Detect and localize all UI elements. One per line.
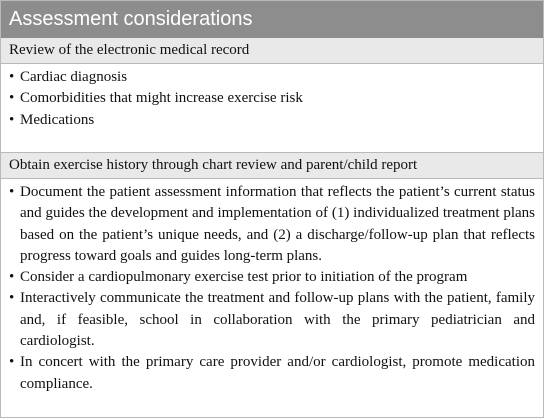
exercise-history-list [9, 182, 535, 395]
section-header-exercise-history: Obtain exercise history through chart review and parent/child report [1, 152, 543, 179]
list-item: • Comorbidities that might increase exercise risk [9, 88, 535, 109]
list-item: • Cardiac diagnosis [9, 67, 535, 88]
section-header-emr: Review of the electronic medical record [1, 38, 543, 64]
section-body-exercise-history [1, 179, 543, 395]
table-title: Assessment considerations [1, 1, 543, 38]
list-item: • Consider a cardiopulmonary exercise test prior to initiation of the program [9, 267, 535, 288]
section-body-emr [1, 64, 543, 152]
list-item: • In concert with the primary care provider and/or cardiologist, promote medication compliance. [9, 352, 535, 395]
list-item: • Interactively communicate the treatment and follow-up plans with the patient, family and, if feasible, school in collaboration with the primary pediatrician and cardiologist. [9, 288, 535, 352]
list-item: • Medications [9, 110, 535, 131]
emr-list [9, 67, 535, 131]
list-item: • Document the patient assessment information that reflects the patient’s current status and guides the development and implementation of (1) individualized treatment plans based on the patient’s unique needs, and (2) a discharge/follow-up plan that reflects progress toward goals and guides long-term plans. [9, 182, 535, 267]
